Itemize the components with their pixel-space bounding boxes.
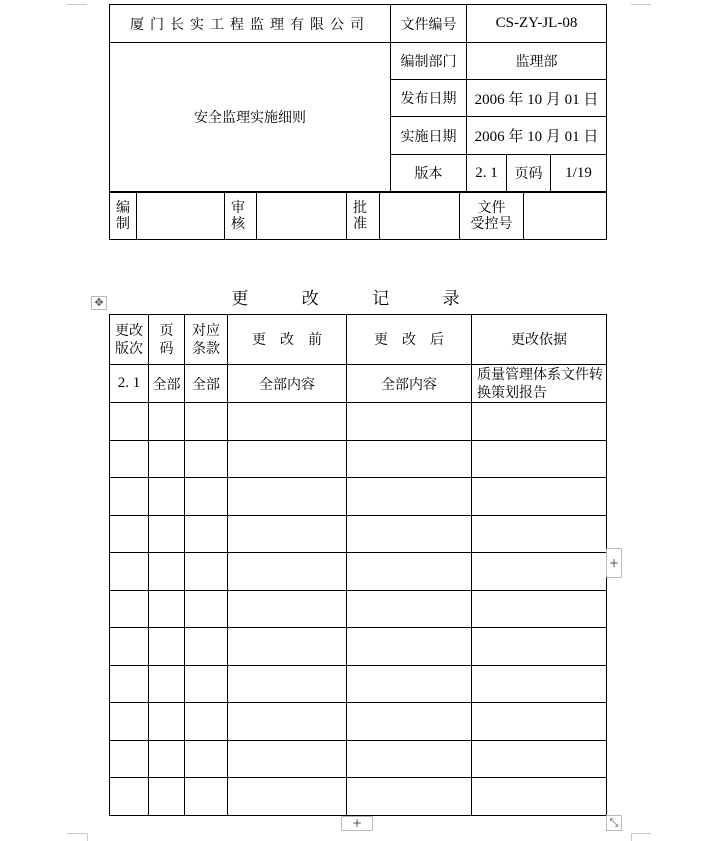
records-empty-row [110,590,607,628]
records-cell[interactable]: 质量管理体系文件转换策划报告 [472,365,607,403]
records-empty-cell[interactable] [347,778,472,816]
records-empty-cell[interactable] [185,478,228,516]
records-empty-row [110,628,607,666]
records-empty-cell[interactable] [149,778,185,816]
records-empty-cell[interactable] [110,778,149,816]
compile-value[interactable] [137,193,225,240]
records-empty-row [110,778,607,816]
records-empty-cell[interactable] [347,628,472,666]
records-row [110,365,607,403]
records-empty-cell[interactable] [347,590,472,628]
records-cell[interactable]: 全部 [185,365,228,403]
move-icon: ✥ [94,296,104,309]
records-empty-cell[interactable] [472,740,607,778]
records-empty-cell[interactable] [472,553,607,591]
control-no-label: 文件 受控号 [460,193,524,240]
records-cell[interactable]: 全部 [149,365,185,403]
resize-icon: ⤡ [609,816,619,829]
table-move-handle[interactable] [91,296,107,310]
crop-mark [631,4,651,5]
records-empty-cell[interactable] [185,403,228,441]
records-empty-row [110,703,607,741]
records-empty-cell[interactable] [228,478,347,516]
records-empty-cell[interactable] [347,553,472,591]
records-empty-row [110,440,607,478]
records-empty-cell[interactable] [185,628,228,666]
records-cell[interactable]: 2. 1 [110,365,149,403]
doc-no-value: CS-ZY-JL-08 [467,5,607,43]
records-empty-cell[interactable] [472,628,607,666]
records-empty-cell[interactable] [185,665,228,703]
approval-table [109,192,607,240]
records-table [109,314,607,816]
records-empty-cell[interactable] [185,703,228,741]
records-empty-cell[interactable] [472,778,607,816]
records-empty-cell[interactable] [110,515,149,553]
effective-date-label: 实施日期 [391,117,467,155]
records-empty-cell[interactable] [228,740,347,778]
records-empty-cell[interactable] [472,478,607,516]
records-empty-cell[interactable] [185,515,228,553]
records-empty-cell[interactable] [185,590,228,628]
records-empty-cell[interactable] [228,703,347,741]
add-column-button[interactable]: + [606,548,622,578]
records-title: 更 改 记 录 [231,289,484,309]
review-label: 审 核 [225,193,257,240]
version-value: 2. 1 [467,155,507,192]
records-empty-cell[interactable] [347,740,472,778]
records-empty-cell[interactable] [472,403,607,441]
records-empty-cell[interactable] [110,553,149,591]
records-empty-row [110,740,607,778]
records-empty-row [110,665,607,703]
records-empty-cell[interactable] [347,665,472,703]
approve-label: 批 准 [347,193,380,240]
records-header-cell: 更改依据 [472,315,607,365]
records-header-cell: 对应 条款 [185,315,228,365]
records-header-cell: 页 码 [149,315,185,365]
company-name: 厦门长实工程监理有限公司 [110,5,391,43]
records-empty-cell[interactable] [149,628,185,666]
publish-date-value: 2006 年 10 月 01 日 [467,80,607,117]
records-header-cell: 更 改 后 [347,315,472,365]
records-empty-cell[interactable] [228,628,347,666]
crop-mark [87,833,88,841]
records-empty-cell[interactable] [185,740,228,778]
records-empty-cell[interactable] [110,403,149,441]
records-empty-cell[interactable] [110,665,149,703]
effective-date-value: 2006 年 10 月 01 日 [467,117,607,155]
doc-title: 安全监理实施细则 [110,43,391,192]
records-header-cell: 更改 版次 [110,315,149,365]
page-value: 1/19 [551,155,607,192]
records-empty-cell[interactable] [472,515,607,553]
records-empty-cell[interactable] [110,590,149,628]
crop-mark [631,833,651,834]
records-cell[interactable]: 全部内容 [347,365,472,403]
records-empty-cell[interactable] [228,553,347,591]
records-empty-cell[interactable] [228,440,347,478]
records-empty-row [110,515,607,553]
records-empty-cell[interactable] [228,778,347,816]
records-empty-cell[interactable] [110,740,149,778]
records-empty-cell[interactable] [228,665,347,703]
records-empty-cell[interactable] [110,628,149,666]
page-label: 页码 [507,155,551,192]
records-empty-cell[interactable] [185,440,228,478]
crop-mark [67,833,87,834]
crop-mark [631,833,632,841]
approve-value[interactable] [380,193,460,240]
records-empty-cell[interactable] [347,478,472,516]
records-empty-cell[interactable] [472,440,607,478]
records-empty-cell[interactable] [228,403,347,441]
version-label: 版本 [391,155,467,192]
records-empty-cell[interactable] [149,478,185,516]
records-empty-cell[interactable] [110,703,149,741]
review-value[interactable] [257,193,347,240]
dept-value: 监理部 [467,43,607,80]
records-empty-cell[interactable] [149,740,185,778]
records-empty-cell[interactable] [472,590,607,628]
records-empty-cell[interactable] [185,553,228,591]
records-empty-cell[interactable] [228,590,347,628]
records-empty-cell[interactable] [149,440,185,478]
compile-label: 编 制 [110,193,137,240]
publish-date-label: 发布日期 [391,80,467,117]
records-cell[interactable]: 全部内容 [228,365,347,403]
records-empty-cell[interactable] [149,703,185,741]
records-empty-cell[interactable] [347,403,472,441]
records-empty-cell[interactable] [149,590,185,628]
dept-label: 编制部门 [391,43,467,80]
crop-mark [67,4,87,5]
records-empty-cell[interactable] [347,515,472,553]
records-empty-row [110,553,607,591]
records-empty-cell[interactable] [347,440,472,478]
records-empty-cell[interactable] [347,703,472,741]
records-empty-cell[interactable] [149,403,185,441]
records-empty-cell[interactable] [149,515,185,553]
header-table [109,4,607,192]
control-no-value[interactable] [524,193,607,240]
doc-no-label: 文件编号 [391,5,467,43]
add-row-button[interactable]: + [341,816,373,831]
records-empty-cell[interactable] [110,440,149,478]
records-empty-cell[interactable] [185,778,228,816]
records-header-cell: 更 改 前 [228,315,347,365]
records-empty-cell[interactable] [149,553,185,591]
records-empty-cell[interactable] [472,703,607,741]
table-resize-handle[interactable] [606,815,622,831]
records-empty-cell[interactable] [110,478,149,516]
records-empty-cell[interactable] [228,515,347,553]
records-empty-cell[interactable] [149,665,185,703]
records-empty-row [110,403,607,441]
records-empty-cell[interactable] [472,665,607,703]
records-empty-row [110,478,607,516]
records-header-row [110,315,607,365]
